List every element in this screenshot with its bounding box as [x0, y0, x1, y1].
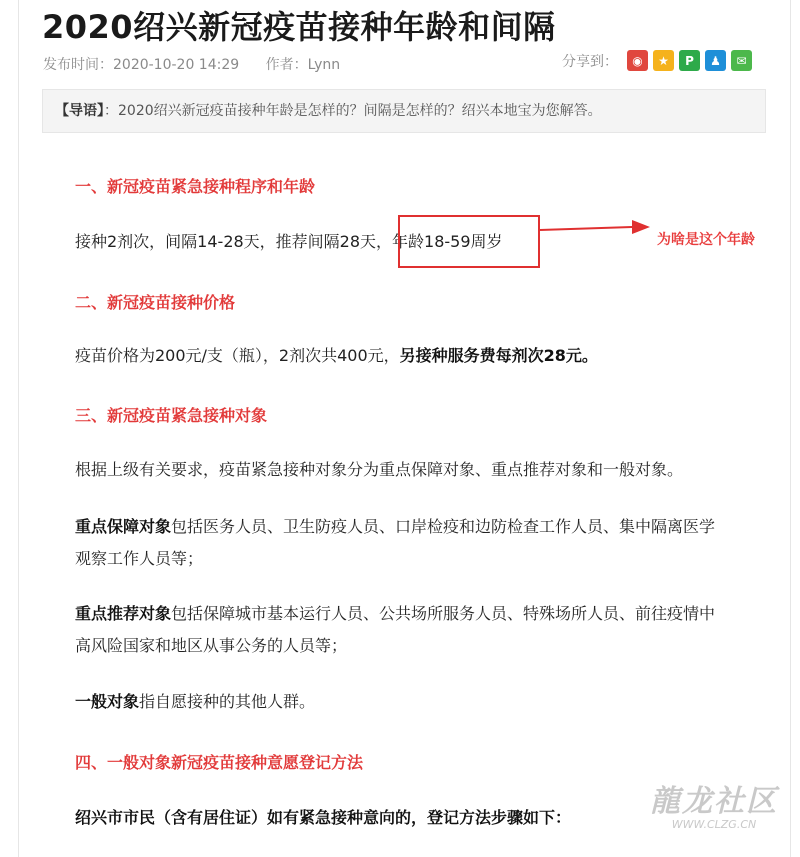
author-name: Lynn: [307, 57, 341, 73]
pengyou-icon: P: [685, 53, 694, 68]
section-3-intro: 根据上级有关要求，疫苗紧急接种对象分为重点保障对象、重点推荐对象和一般对象。: [75, 460, 684, 479]
page-border-right: [790, 0, 791, 857]
price-text: 疫苗价格为200元/支（瓶），2剂次共400元，: [75, 346, 400, 365]
qzone-share-button[interactable]: [653, 50, 674, 71]
recommended-line-2: 高风险国家和地区从事公务的人员等；: [75, 636, 348, 655]
general-label: 一般对象: [75, 692, 140, 711]
author-label: 作者：: [265, 57, 308, 73]
weibo-icon: ◉: [632, 53, 643, 68]
wechat-icon: ✉: [736, 53, 747, 68]
section-4-text: [75, 802, 571, 834]
share-bar: [562, 50, 752, 71]
registration-text: 绍兴市市民（含有居住证）如有紧急接种意向的，登记方法步骤如下：: [75, 808, 572, 827]
section-1-body: 接种2剂次，间隔14-28天，推荐间隔28天，: [75, 232, 393, 251]
section-3-recommended-para: [75, 598, 715, 662]
watermark-url: WWW.CLZG.CN: [671, 818, 757, 831]
qq-icon: ♟: [710, 53, 721, 68]
article-summary: [42, 89, 766, 133]
watermark-main: 龍龙社区: [650, 784, 778, 819]
section-2-text: [75, 340, 598, 372]
highlight-box: [398, 215, 540, 268]
general-text: 指自愿接种的其他人群。: [139, 692, 316, 711]
priority-label: 重点保障对象: [75, 517, 172, 536]
site-watermark: [634, 776, 794, 846]
summary-text: ：2020绍兴新冠疫苗接种年龄是怎样的？间隔是怎样的？绍兴本地宝为您解答。: [104, 103, 602, 119]
section-1-highlight: 年龄18-59周岁: [392, 232, 503, 251]
page-border-left: [18, 0, 19, 857]
recommended-label: 重点推荐对象: [75, 604, 172, 623]
section-3-general-para: [75, 686, 315, 718]
publish-time-label: 发布时间：: [43, 57, 113, 73]
section-3-heading: 三、新冠疫苗紧急接种对象: [75, 406, 268, 425]
article-title: 2020绍兴新冠疫苗接种年龄和间隔: [42, 8, 556, 46]
section-4-heading: 四、一般对象新冠疫苗接种意愿登记方法: [75, 753, 364, 772]
pengyou-share-button[interactable]: [679, 50, 700, 71]
section-2-heading: 二、新冠疫苗接种价格: [75, 293, 236, 312]
priority-line-1: 包括医务人员、卫生防疫人员、口岸检疫和边防检查工作人员、集中隔离医学: [171, 517, 716, 536]
section-3-priority-para: [75, 511, 715, 575]
annotation-note: 为啥是这个年龄: [657, 232, 755, 248]
qzone-icon: ★: [658, 53, 669, 68]
publish-time: 2020-10-20 14:29: [113, 57, 240, 73]
wechat-share-button[interactable]: [731, 50, 752, 71]
section-1-heading: 一、新冠疫苗紧急接种程序和年龄: [75, 177, 316, 196]
summary-lead: 【导语】: [55, 103, 104, 119]
priority-line-2: 观察工作人员等；: [75, 549, 204, 568]
share-label: 分享到：: [562, 53, 618, 70]
qq-share-button[interactable]: [705, 50, 726, 71]
weibo-share-button[interactable]: [627, 50, 648, 71]
service-fee-text: 另接种服务费每剂次28元。: [399, 346, 598, 365]
recommended-line-1: 包括保障城市基本运行人员、公共场所服务人员、特殊场所人员、前往疫情中: [171, 604, 716, 623]
article-meta: [43, 54, 340, 74]
arrow-icon: [540, 216, 652, 240]
